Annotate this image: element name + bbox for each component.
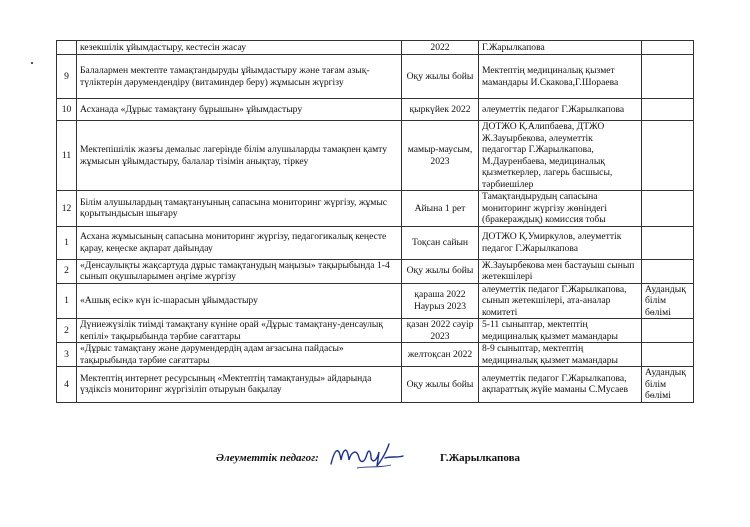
timing-cell: қараша 2022 Наурыз 2023 xyxy=(402,283,479,319)
signature-block xyxy=(0,436,750,476)
row-number: 3 xyxy=(57,343,77,367)
signer-role: Әлеуметтік педагог: xyxy=(216,452,319,464)
table-row xyxy=(57,99,694,121)
responsible-cell: ДОТЖО Қ.Алипбаева, ДТЖО Ж.Зауырбекова, әлеуметтік педагогтар Г.Жарылкапова, М.Дауренбаева, медициналық қызметкерлер, лагерь басшысы, тәрбиешілер xyxy=(479,121,642,191)
responsible-cell: Ж.Зауырбекова мен бастауыш сынып жетекшілері xyxy=(479,259,642,283)
table-row xyxy=(57,367,694,403)
margin-dot xyxy=(31,62,33,64)
responsible-cell: 5-11 сыныптар, мектептің медициналық қызмет мамандары xyxy=(479,319,642,343)
responsible-cell: Мектептің медициналық қызмет мамандары И.Скакова,Г.Шораева xyxy=(479,55,642,99)
row-number: 10 xyxy=(57,99,77,121)
table-row xyxy=(57,259,694,283)
activity-cell: «Дұрыс тамақтану және дәрумендердің адам ағзасына пайдасы» тақырыбында тәрбие сағаттары xyxy=(77,343,402,367)
note-cell xyxy=(642,319,694,343)
row-number: 2 xyxy=(57,259,77,283)
row-number: 11 xyxy=(57,121,77,191)
timing-cell: Айына 1 рет xyxy=(402,191,479,227)
row-number: 1 xyxy=(57,226,77,259)
activity-cell: Асханада «Дұрыс тамақтану бұрышын» ұйымдастыру xyxy=(77,99,402,121)
timing-cell: Оқу жылы бойы xyxy=(402,367,479,403)
note-cell xyxy=(642,41,694,55)
timing-cell: қыркүйек 2022 xyxy=(402,99,479,121)
responsible-cell: әлеуметтік педагог Г.Жарылкапова xyxy=(479,99,642,121)
responsible-cell: Г.Жарылкапова xyxy=(479,41,642,55)
activity-cell: «Ашық есік» күн іс-шарасын ұйымдастыру xyxy=(77,283,402,319)
row-number: 4 xyxy=(57,367,77,403)
note-cell xyxy=(642,259,694,283)
activity-cell: Балалармен мектепте тамақтандыруды ұйымдастыру және тағам азық-түліктерін дәрумендендіру (витаминдер беру) жұмысын жүргізу xyxy=(77,55,402,99)
row-number: 2 xyxy=(57,319,77,343)
note-cell xyxy=(642,55,694,99)
note-cell xyxy=(642,99,694,121)
plan-table xyxy=(56,40,694,403)
table-row xyxy=(57,191,694,227)
timing-cell: желтоқсан 2022 xyxy=(402,343,479,367)
row-number: 1 xyxy=(57,283,77,319)
signer-name: Г.Жарылкапова xyxy=(440,452,521,464)
timing-cell: Оқу жылы бойы xyxy=(402,259,479,283)
responsible-cell: әлеуметтік педагог Г.Жарылкапова, ақпараттық жүйе маманы С.Мусаев xyxy=(479,367,642,403)
note-cell xyxy=(642,343,694,367)
responsible-cell: ДОТЖО Қ.Умиркулов, әлеуметтік педагог Г.Жарылкапова xyxy=(479,226,642,259)
note-cell xyxy=(642,226,694,259)
table-row xyxy=(57,226,694,259)
activity-cell: Мектептің интернет ресурсының «Мектептің тамақтануды» айдарында үздіксіз мониторинг жүргізіліп отыруын бақылау xyxy=(77,367,402,403)
row-number: 12 xyxy=(57,191,77,227)
table-row xyxy=(57,121,694,191)
activity-cell: Дүниежүзілік тиімді тамақтану күніне орай «Дұрыс тамақтану-денсаулық кепілі» тақырыбында тәрбие сағаттары xyxy=(77,319,402,343)
activity-cell: Білім алушылардың тамақтануының сапасына мониторинг жүргізу, жұмыс қорытындысын шығару xyxy=(77,191,402,227)
activity-cell: кезекшілік ұйымдастыру, кестесін жасау xyxy=(77,41,402,55)
timing-cell: 2022 xyxy=(402,41,479,55)
note-cell xyxy=(642,121,694,191)
table-row xyxy=(57,319,694,343)
responsible-cell: әлеуметтік педагог Г.Жарылкапова, сынып жетекшілері, ата-аналар комитеті xyxy=(479,283,642,319)
row-number xyxy=(57,41,77,55)
timing-cell: мамыр-маусым, 2023 xyxy=(402,121,479,191)
table-row xyxy=(57,343,694,367)
table-row xyxy=(57,283,694,319)
row-number: 9 xyxy=(57,55,77,99)
table-row xyxy=(57,55,694,99)
note-cell xyxy=(642,191,694,227)
plan-table-body xyxy=(57,41,694,403)
activity-cell: «Денсаулықты жақсартуда дұрыс тамақтанудың маңызы» тақырыбында 1-4 сынып оқушыларымен әңгіме жүргізу xyxy=(77,259,402,283)
activity-cell: Мектепішілік жазғы демалыс лагерінде білім алушыларды тамақпен қамту жұмысын ұйымдастыру, балалар тізімін анықтау, тіркеу xyxy=(77,121,402,191)
note-cell: Аудандық білім бөлімі xyxy=(642,367,694,403)
timing-cell: Тоқсан сайын xyxy=(402,226,479,259)
note-cell: Аудандық білім бөлімі xyxy=(642,283,694,319)
activity-cell: Асхана жұмысының сапасына мониторинг жүргізу, педагогикалық кеңесте қарау, кеңеске ақпарат дайындау xyxy=(77,226,402,259)
handwritten-signature xyxy=(327,438,407,474)
timing-cell: Оқу жылы бойы xyxy=(402,55,479,99)
table-row xyxy=(57,41,694,55)
responsible-cell: 8-9 сыныптар, мектептің медициналық қызмет мамандары xyxy=(479,343,642,367)
timing-cell: қазан 2022 сәуір 2023 xyxy=(402,319,479,343)
responsible-cell: Тамақтандырудың сапасына мониторинг жүргізу жөніндегі (бракераждық) комиссия тобы xyxy=(479,191,642,227)
